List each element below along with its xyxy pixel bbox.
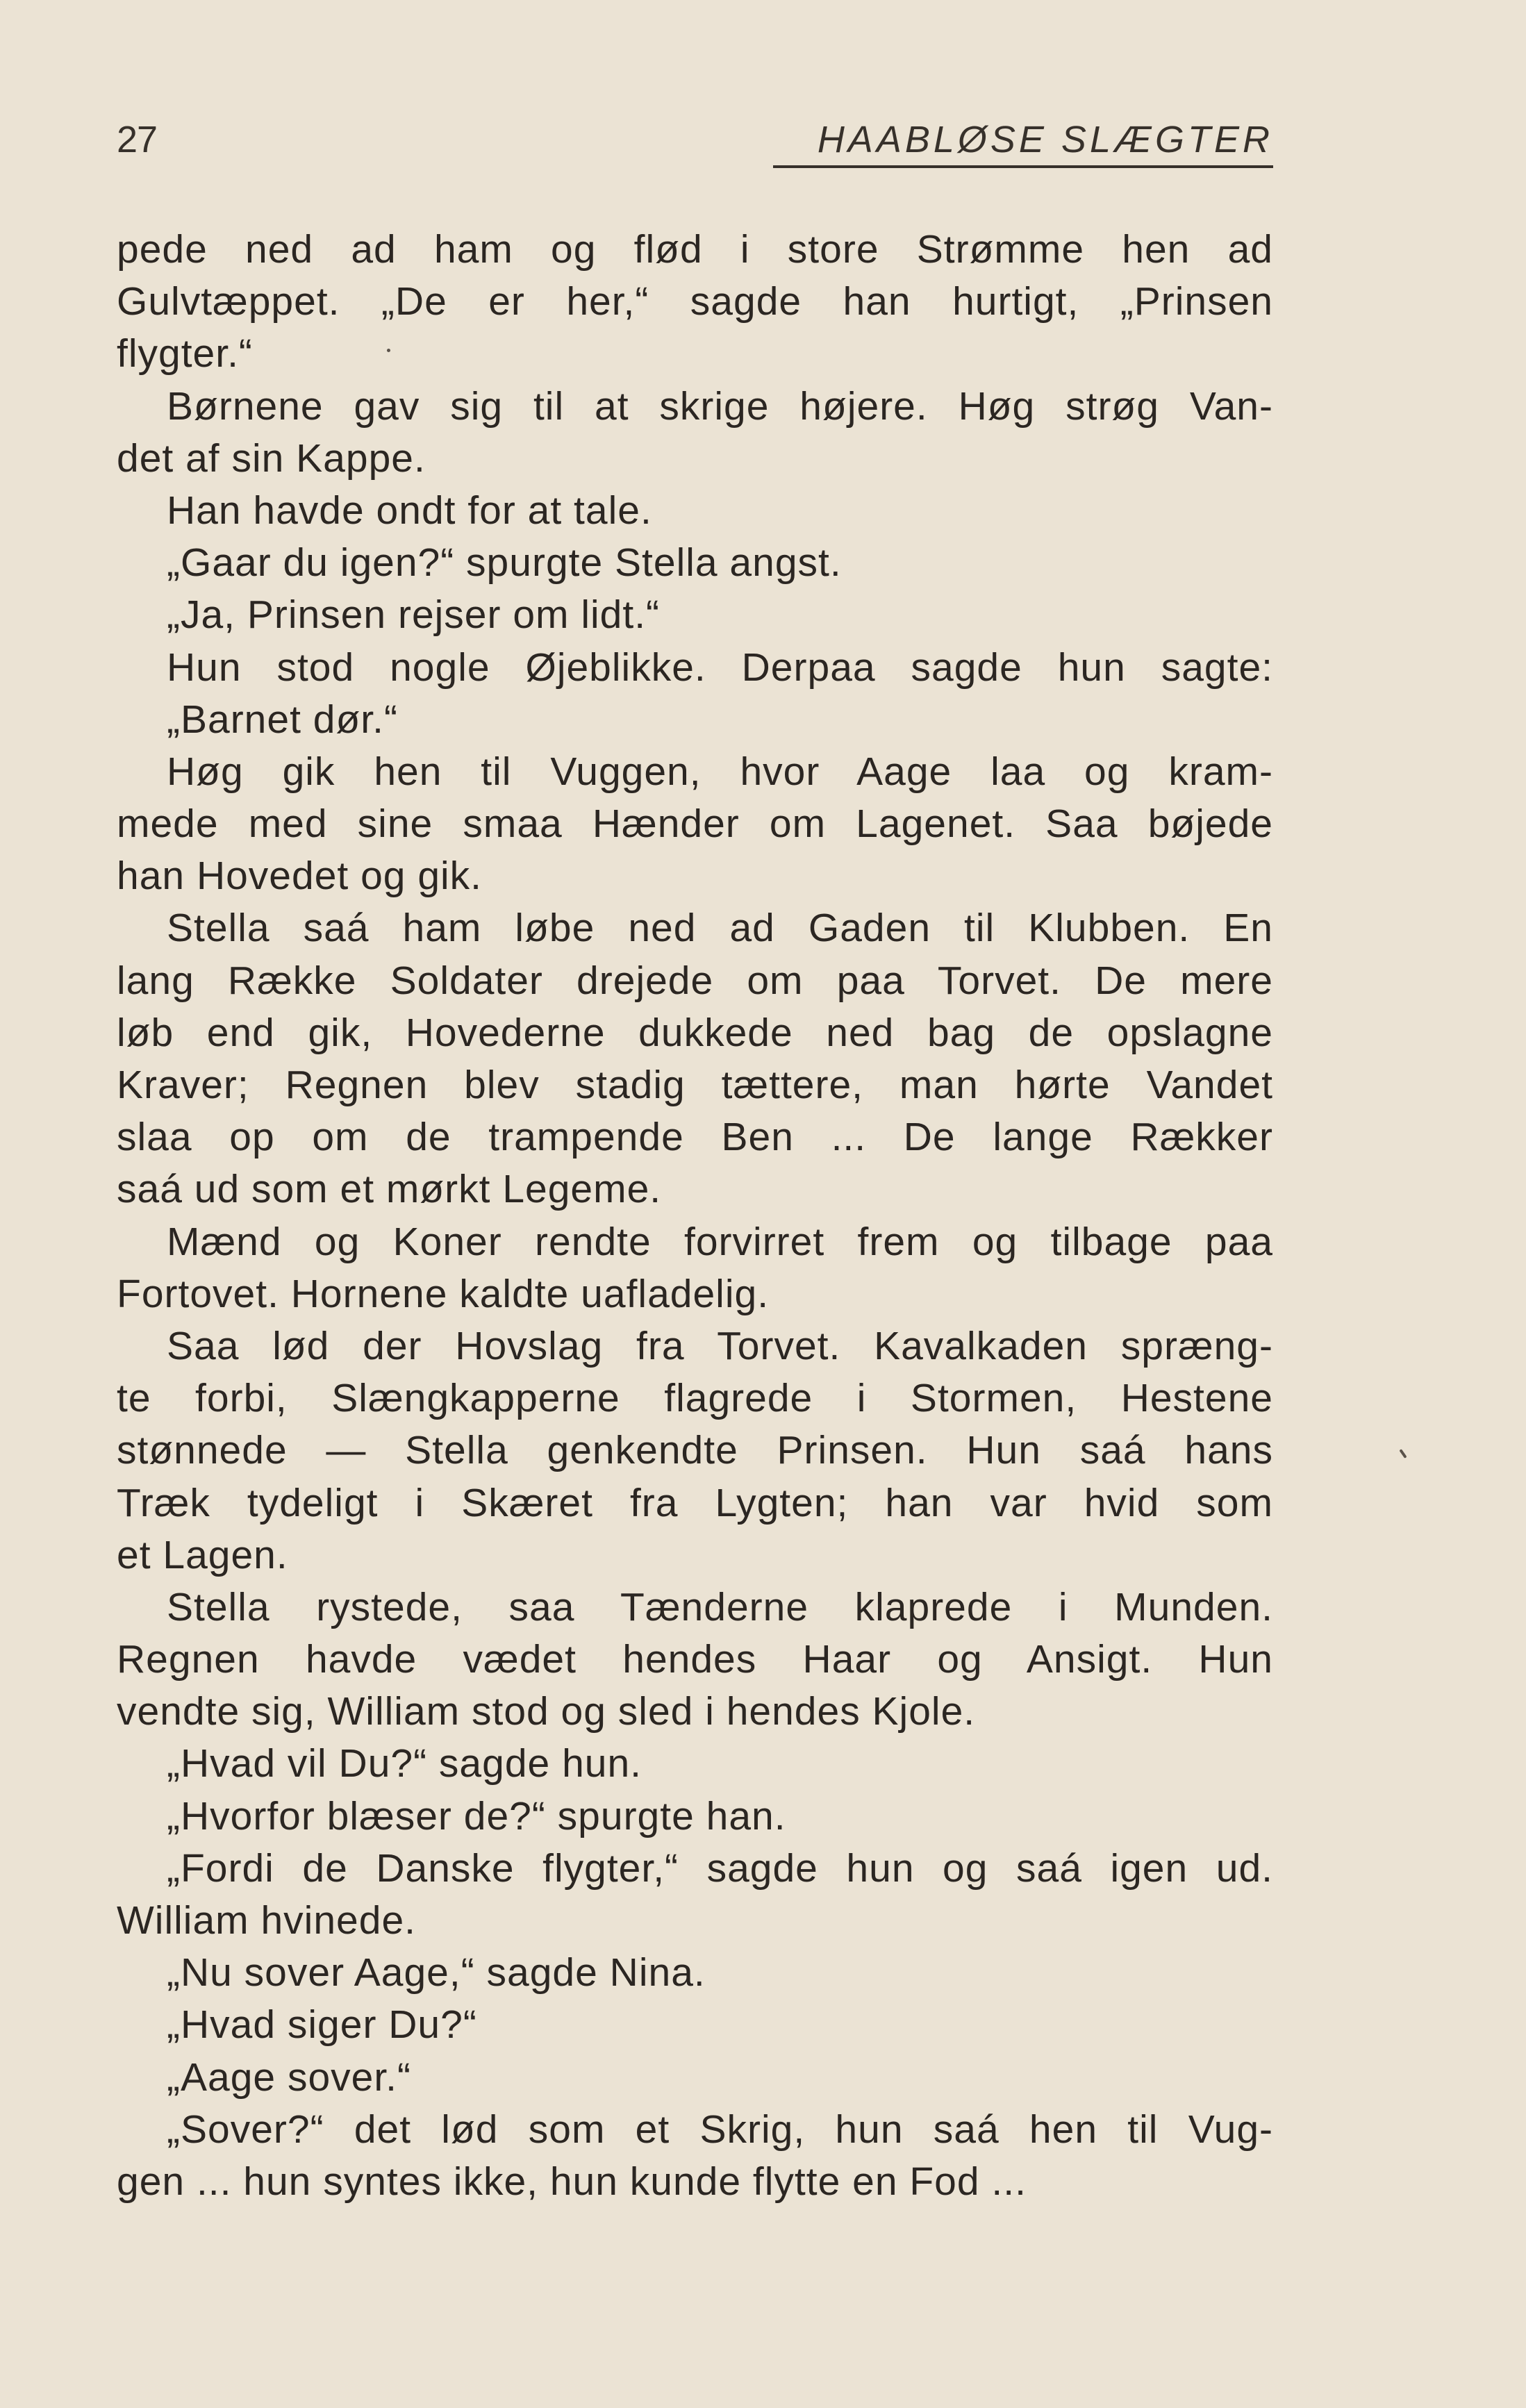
text-line: Børnene gav sig til at skrige højere. Høg strøg Van- xyxy=(167,383,1273,429)
text-line: pede ned ad ham og flød i store Strømme hen ad xyxy=(117,227,1273,272)
text-line: Kraver; Regnen blev stadig tættere, man hørte Vandet xyxy=(117,1063,1273,1107)
body-text xyxy=(117,224,1273,2208)
text-line: „Fordi de Danske flygter,“ sagde hun og saá igen ud. xyxy=(167,1845,1273,1891)
text-line: „Hvad vil Du?“ sagde hun. xyxy=(167,1741,642,1786)
text-line: det af sin Kappe. xyxy=(117,435,426,481)
text-line: „Hvad siger Du?“ xyxy=(167,2002,477,2048)
text-line: et Lagen. xyxy=(117,1532,288,1577)
text-line: te forbi, Slængkapperne flagrede i Stormen, Hestene xyxy=(117,1376,1273,1421)
text-line: løb end gik, Hovederne dukkede ned bag de opslagne xyxy=(117,1010,1273,1055)
header-rule xyxy=(773,165,1273,168)
text-line: „Hvorfor blæser de?“ spurgte han. xyxy=(167,1793,786,1838)
paper-speck xyxy=(1399,1449,1407,1459)
text-line: Træk tydeligt i Skæret fra Lygten; han var hvid som xyxy=(117,1480,1273,1525)
text-line: Gulvtæppet. „De er her,“ sagde han hurtigt, „Prinsen xyxy=(117,279,1273,324)
text-line: lang Række Soldater drejede om paa Torvet. De mere xyxy=(117,958,1273,1003)
text-line: Stella saá ham løbe ned ad Gaden til Klubben. En xyxy=(167,906,1273,951)
text-line: vendte sig, William stod og sled i hendes Kjole. xyxy=(117,1689,976,1734)
text-line: „Aage sover.“ xyxy=(167,2054,411,2100)
text-line: „Nu sover Aage,“ sagde Nina. xyxy=(167,1950,706,1995)
text-line: slaa op om de trampende Ben ... De lange Rækker xyxy=(117,1115,1273,1160)
text-line: Fortovet. Hornene kaldte uafladelig. xyxy=(117,1271,770,1316)
text-line: „Barnet dør.“ xyxy=(167,697,398,742)
text-line: Høg gik hen til Vuggen, hvor Aage laa og kram- xyxy=(167,749,1273,794)
text-line: flygter.“ xyxy=(117,331,253,376)
page-header xyxy=(117,118,1273,174)
text-line: William hvinede. xyxy=(117,1898,416,1943)
running-title: HAABLØSE SLÆGTER xyxy=(817,119,1273,160)
text-line: gen ... hun syntes ikke, hun kunde flytte en Fod ... xyxy=(117,2159,1027,2204)
text-line: mede med sine smaa Hænder om Lagenet. Saa bøjede xyxy=(117,802,1273,847)
text-line: saá ud som et mørkt Legeme. xyxy=(117,1167,662,1212)
text-line: „Gaar du igen?“ spurgte Stella angst. xyxy=(167,540,842,586)
text-line: „Ja, Prinsen rejser om lidt.“ xyxy=(167,592,661,638)
paper-speck xyxy=(387,349,390,352)
text-line: Han havde ondt for at tale. xyxy=(167,488,652,533)
text-line: han Hovedet og gik. xyxy=(117,854,483,899)
text-line: stønnede — Stella genkendte Prinsen. Hun saá hans xyxy=(117,1428,1273,1473)
text-line: Hun stod nogle Øjeblikke. Derpaa sagde hun sagte: xyxy=(167,645,1273,690)
text-line: Mænd og Koner rendte forvirret frem og tilbage paa xyxy=(167,1219,1273,1264)
text-line: Saa lød der Hovslag fra Torvet. Kavalkaden spræng- xyxy=(167,1323,1273,1368)
text-line: „Sover?“ det lød som et Skrig, hun saá hen til Vug- xyxy=(167,2107,1273,2152)
text-line: Regnen havde vædet hendes Haar og Ansigt. Hun xyxy=(117,1637,1273,1682)
page-number: 27 xyxy=(117,119,158,160)
text-line: Stella rystede, saa Tænderne klaprede i Munden. xyxy=(167,1584,1273,1629)
